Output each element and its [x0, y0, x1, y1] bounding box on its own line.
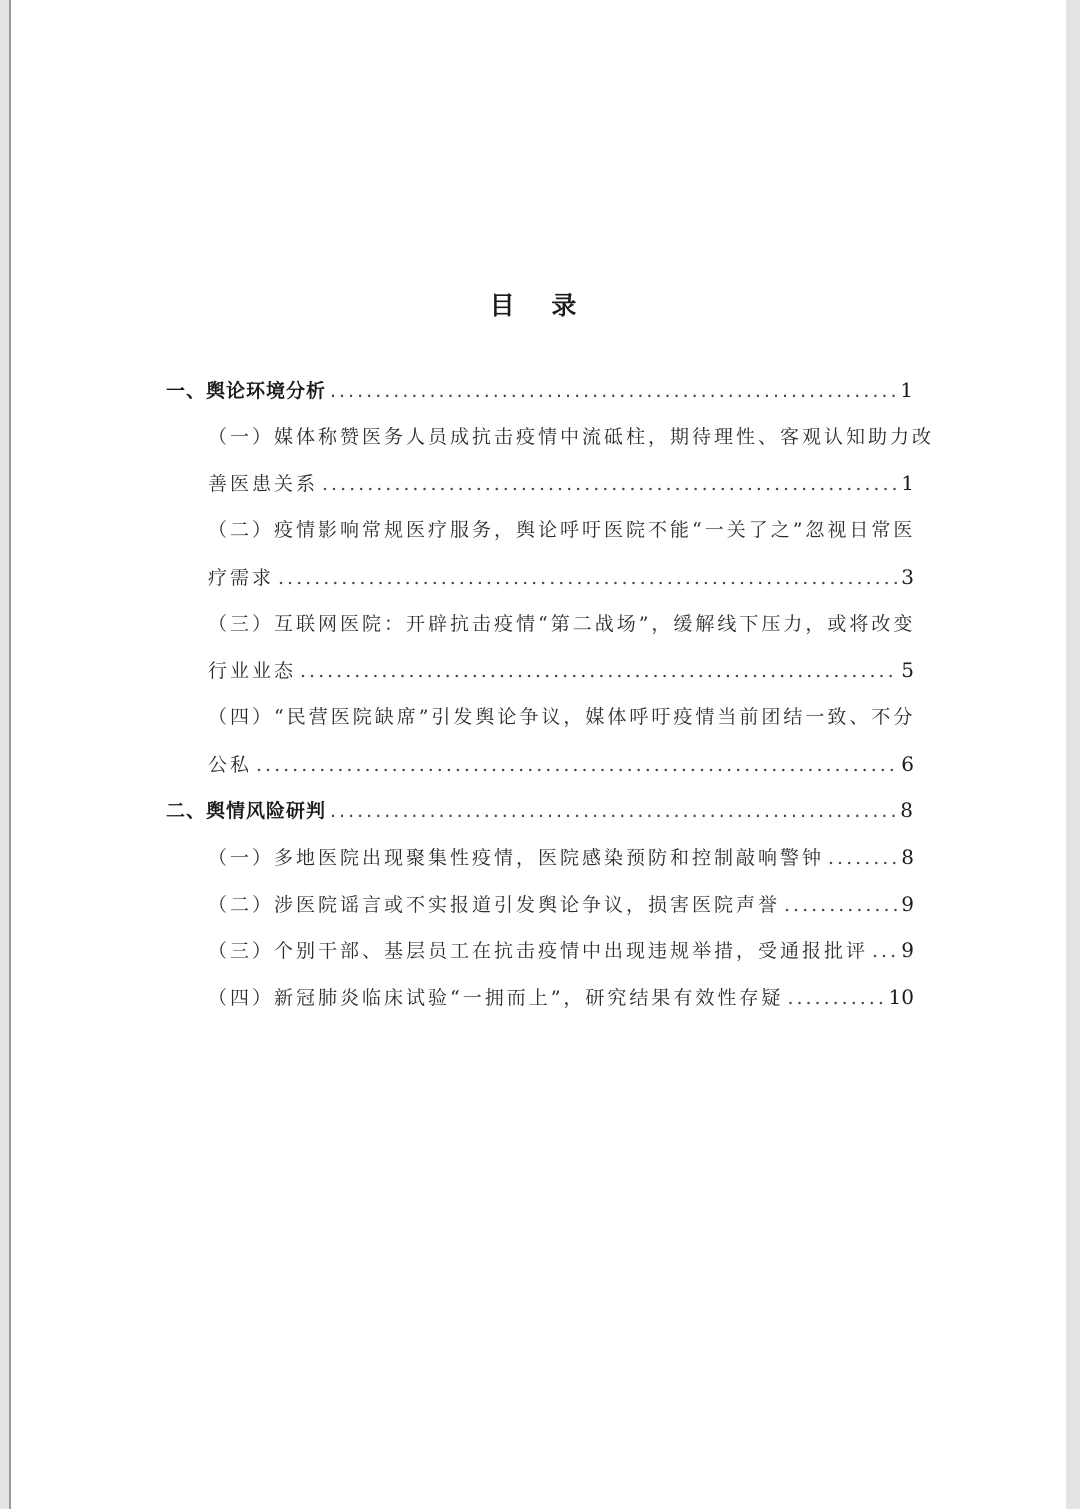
toc-page-number: 8	[901, 845, 914, 869]
toc-entry-subsection[interactable]	[208, 937, 914, 964]
toc-entry-first-line[interactable]: （四）“民营医院缺席”引发舆论争议，媒体呼吁疫情当前团结一致、不分	[208, 706, 916, 728]
dot-leader	[330, 798, 896, 824]
toc-page-number: 10	[888, 985, 914, 1009]
toc-entry-label: （三）个别干部、基层员工在抗击疫情中出现违规举措，受通报批评	[208, 940, 869, 962]
dot-leader	[872, 938, 897, 964]
toc-entry-subsection[interactable]	[208, 657, 914, 684]
toc-entry-first-line[interactable]: （一）媒体称赞医务人员成抗击疫情中流砥柱，期待理性、客观认知助力改	[208, 426, 935, 448]
toc-title: 目 录	[489, 291, 591, 320]
toc-entry-label: 公私	[208, 754, 253, 776]
dot-leader	[784, 892, 897, 918]
toc-entry-subsection[interactable]	[208, 751, 914, 778]
toc-entry-section-2[interactable]	[166, 797, 914, 824]
dot-leader	[322, 471, 897, 497]
toc-entry-label: （二）涉医院谣言或不实报道引发舆论争议，损害医院声誉	[208, 894, 781, 916]
toc-entry-subsection[interactable]	[208, 844, 914, 871]
toc-page-number: 3	[901, 565, 914, 589]
toc-entry-subsection[interactable]	[208, 470, 914, 497]
toc-page-number: 8	[900, 798, 914, 822]
dot-leader	[330, 378, 896, 404]
dot-leader	[300, 658, 897, 684]
toc-entry-first-line[interactable]: （三）互联网医院：开辟抗击疫情“第二战场”，缓解线下压力，或将改变	[208, 613, 916, 635]
toc-page-number: 5	[901, 658, 914, 682]
toc-page-number: 9	[901, 892, 914, 916]
toc-page-number: 1	[901, 471, 914, 495]
dot-leader	[787, 985, 884, 1011]
toc-entry-label: 二、舆情风险研判	[166, 800, 327, 822]
toc-entry-subsection[interactable]	[208, 564, 914, 591]
toc-entry-label: 善医患关系	[208, 473, 319, 495]
toc-entry-subsection[interactable]	[208, 984, 914, 1011]
toc-entry-label: （一）多地医院出现聚集性疫情，医院感染预防和控制敲响警钟	[208, 847, 825, 869]
dot-leader	[278, 565, 897, 591]
toc-entry-subsection[interactable]	[208, 891, 914, 918]
toc-entry-label: 行业业态	[208, 660, 297, 682]
toc-page-number: 6	[901, 752, 914, 776]
dot-leader	[828, 845, 897, 871]
toc-entry-first-line[interactable]: （二）疫情影响常规医疗服务，舆论呼吁医院不能“一关了之”忽视日常医	[208, 519, 916, 541]
toc-entry-label: 疗需求	[208, 567, 275, 589]
toc-page-number: 1	[900, 378, 914, 402]
toc-entry-section-1[interactable]	[166, 377, 914, 404]
dot-leader	[256, 752, 897, 778]
toc-page-number: 9	[901, 938, 914, 962]
toc-entry-label: （四）新冠肺炎临床试验“一拥而上”，研究结果有效性存疑	[208, 987, 784, 1009]
toc-entry-label: 一、舆论环境分析	[166, 380, 327, 402]
